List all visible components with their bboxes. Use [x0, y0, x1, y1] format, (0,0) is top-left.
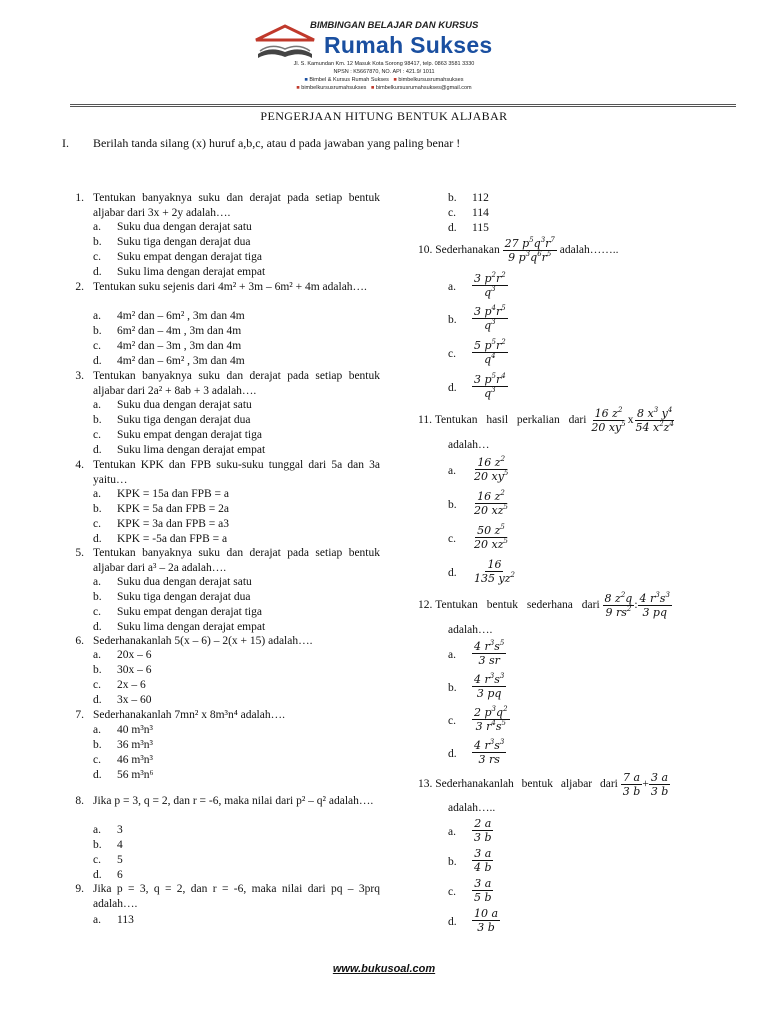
header-brand: Rumah Sukses: [324, 32, 493, 58]
header-tagline: BIMBINGAN BELAJAR DAN KURSUS: [310, 20, 479, 31]
question-text: Tentukan bentuk sederhana dari: [435, 599, 600, 612]
question-text: Sederhanakanlah 7mn² x 8m³n⁴ adalah….: [93, 709, 285, 721]
question-text: Jika p = 3, q = 2, dan r = -6, maka nilai dari p² – q² adalah….: [93, 795, 374, 807]
expression-fraction-1: $\frac{8 z^2q}{9 rs^2}$: [604, 591, 633, 619]
question-number: 6.: [75, 635, 84, 647]
header-divider-bottom: [70, 106, 736, 107]
section-instruction: Berilah tanda silang (x) huruf a,b,c, atau d pada jawaban yang paling benar !: [93, 136, 461, 150]
expression-fraction-2: $\frac{4 r^3s^3}{3 pq}$: [639, 591, 670, 619]
question-text: Sederhanakan: [435, 244, 500, 257]
expression-fraction-2: $\frac{8 x^3 y^4}{54 x^2z^4}$: [635, 406, 674, 434]
divide-sign: :: [634, 599, 638, 612]
question-10: [418, 237, 738, 264]
question-number: 12.: [418, 599, 433, 612]
multiply-sign: x: [627, 414, 634, 427]
facebook-icon: ■: [304, 77, 308, 83]
question-text: Tentukan banyaknya suku dan derajat pada setiap bentuk aljabar dari 2a² + 8ab + 3 adalah….: [93, 370, 380, 397]
header-social-4: bimbelkursusrumahsukses@gmail.com: [375, 85, 472, 91]
question-number: 4.: [75, 459, 84, 471]
email-icon: ■: [370, 85, 375, 91]
question-text-suffix: adalah……..: [559, 244, 619, 257]
header-social-3: bimbelkursusrumahsukses: [301, 85, 367, 91]
header-social-1: Bimbel & Kursus Rumah Sukses: [309, 77, 389, 83]
header-npsn: NPSN : K5667870, NO. API : 421.9/ 1011: [333, 69, 435, 75]
header-divider-top: [70, 104, 736, 105]
question-text: Tentukan suku sejenis dari 4m² + 3m – 6m² + 4m adalah….: [93, 281, 367, 293]
question-13-suffix: adalah…..: [448, 802, 496, 814]
question-number: 13.: [418, 778, 433, 791]
expression-fraction-1: $\frac{16 z^2}{20 xy^5}$: [591, 406, 626, 434]
header-address: Jl. S. Kamundan Km. 12 Masuk Kota Sorong 98417, telp. 0863 3581 3330: [293, 61, 475, 67]
expression-fraction-2: $\frac{3 a}{3 b}$: [650, 771, 669, 798]
question-number: 11.: [418, 414, 432, 427]
header-social-2: bimbelkursusrumahsukses: [398, 77, 464, 83]
expression-fraction-1: $\frac{7 a}{3 b}$: [622, 771, 641, 798]
instagram-icon: ■: [393, 77, 397, 83]
question-11-suffix: adalah…: [448, 439, 490, 451]
expression-fraction: $\frac{27 p^5q^3r^7}{9 p^3q^6r^5}$: [504, 236, 555, 264]
question-text: Tentukan hasil perkalian dari: [434, 414, 587, 427]
question-text: Tentukan banyaknya suku dan derajat pada setiap bentuk aljabar dari a³ – 2a adalah….: [93, 547, 380, 574]
question-number: 10.: [418, 244, 433, 257]
plus-sign: +: [642, 778, 649, 791]
question-text: Jika p = 3, q = 2, dan r = -6, maka nilai dari pq – 3prq adalah….: [93, 883, 380, 910]
header-social-row-1: [250, 76, 518, 84]
question-number: 3.: [75, 370, 84, 382]
question-13: [418, 771, 740, 798]
footer-link[interactable]: www.bukusoal.com: [332, 963, 436, 975]
section-number: I.: [62, 136, 69, 150]
question-number: 5.: [75, 547, 84, 559]
question-number: 2.: [75, 281, 84, 293]
page-title: PENGERJAAN HITUNG BENTUK ALJABAR: [260, 109, 508, 123]
question-12-suffix: adalah….: [448, 624, 493, 636]
question-number: 1.: [75, 192, 84, 204]
question-11: [418, 407, 740, 434]
question-number: 9.: [75, 883, 84, 895]
question-text: Sederhanakanlah 5(x – 6) – 2(x + 15) adalah….: [93, 635, 313, 647]
question-number: 7.: [75, 709, 84, 721]
instagram-icon: ■: [296, 85, 300, 91]
question-text: Tentukan KPK dan FPB suku-suku tunggal dari 5a dan 3a yaitu…: [93, 459, 380, 486]
header-logo-block: [250, 18, 518, 100]
question-number: 8.: [75, 795, 84, 807]
question-text: Tentukan banyaknya suku dan derajat pada setiap bentuk aljabar dari 3x + 2y adalah….: [93, 192, 380, 219]
question-text: Sederhanakanlah bentuk aljabar dari: [435, 778, 618, 791]
header-address-block: [250, 60, 518, 92]
header-social-row-2: [250, 84, 518, 92]
question-12: [418, 592, 740, 619]
